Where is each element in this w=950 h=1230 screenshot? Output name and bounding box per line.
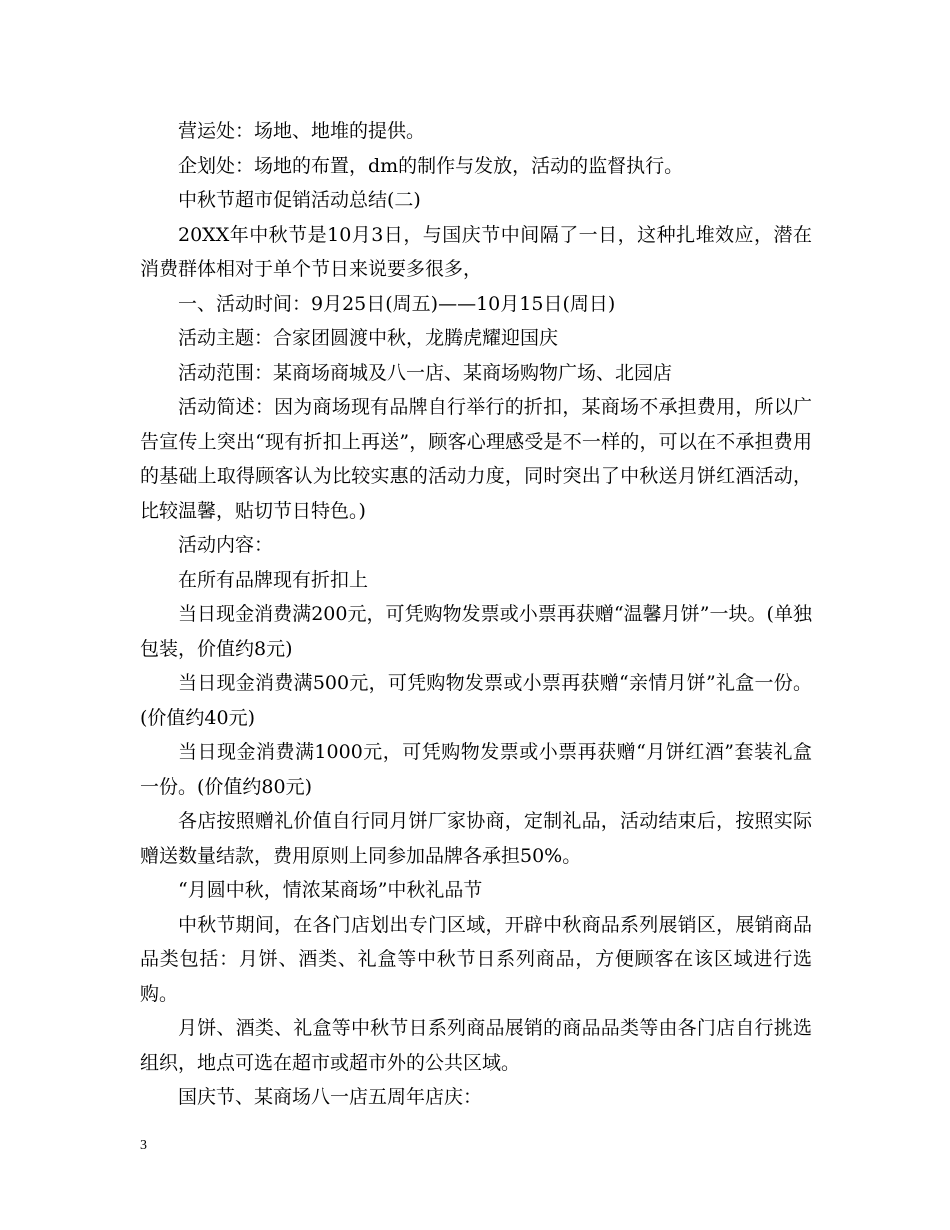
paragraph: 国庆节、某商场八一店五周年店庆： bbox=[178, 1086, 483, 1108]
paragraph: 活动简述：因为商场现有品牌自行举行的折扣，某商场不承担费用，所以广告宣传上突出“现有折扣上再送”，顾客心理感受是不一样的，可以在不承担费用的基础上取得顾客认为比较实惠的活动力度，同时突出了中秋送月饼红酒活动，比较温馨，贴切节日特色。) bbox=[140, 396, 812, 522]
paragraph: 企划处：场地的布置，dm的制作与发放，活动的监督执行。 bbox=[178, 154, 684, 177]
paragraph: 活动主题：合家团圆渡中秋，龙腾虎耀迎国庆 bbox=[178, 327, 559, 349]
paragraph: 月饼、酒类、礼盒等中秋节日系列商品展销的商品品类等由各门店自行挑选组织，地点可选在超市或超市外的公共区域。 bbox=[140, 1017, 812, 1074]
paragraph: 20XX年中秋节是10月3日，与国庆节中间隔了一日，这种扎堆效应，潜在消费群体相对于单个节日来说要多很多， bbox=[140, 223, 812, 280]
paragraph: 活动内容： bbox=[178, 534, 274, 556]
paragraph: 中秋节期间，在各门店划出专门区域，开辟中秋商品系列展销区，展销商品品类包括：月饼、酒类、礼盒等中秋节日系列商品，方便顾客在该区域进行选购。 bbox=[140, 913, 812, 1005]
paragraph: 各店按照赠礼价值自行同月饼厂家协商，定制礼品，活动结束后，按照实际赠送数量结款，费用原则上同参加品牌各承担50%。 bbox=[140, 810, 812, 867]
section-heading: “月圆中秋，情浓某商场”中秋礼品节 bbox=[178, 879, 483, 901]
page-number: 3 bbox=[140, 1138, 147, 1153]
paragraph: 一、活动时间：9月25日(周五)——10月15日(周日) bbox=[178, 292, 616, 315]
paragraph: 当日现金消费满200元，可凭购物发票或小票再获赠“温馨月饼”一块。(单独包装，价值约8元) bbox=[140, 603, 812, 660]
paragraph: 活动范围：某商场商城及八一店、某商场购物广场、北园店 bbox=[178, 361, 673, 384]
document-body bbox=[140, 114, 812, 1115]
paragraph: 营运处：场地、地堆的提供。 bbox=[178, 120, 426, 142]
paragraph: 当日现金消费满500元，可凭购物发票或小票再获赠“亲情月饼”礼盒一份。(价值约40元) bbox=[140, 672, 812, 729]
paragraph: 当日现金消费满1000元，可凭购物发票或小票再获赠“月饼红酒”套装礼盒一份。(价值约80元) bbox=[140, 741, 812, 798]
section-heading: 中秋节超市促销活动总结(二) bbox=[178, 189, 421, 211]
paragraph: 在所有品牌现有折扣上 bbox=[178, 568, 369, 591]
